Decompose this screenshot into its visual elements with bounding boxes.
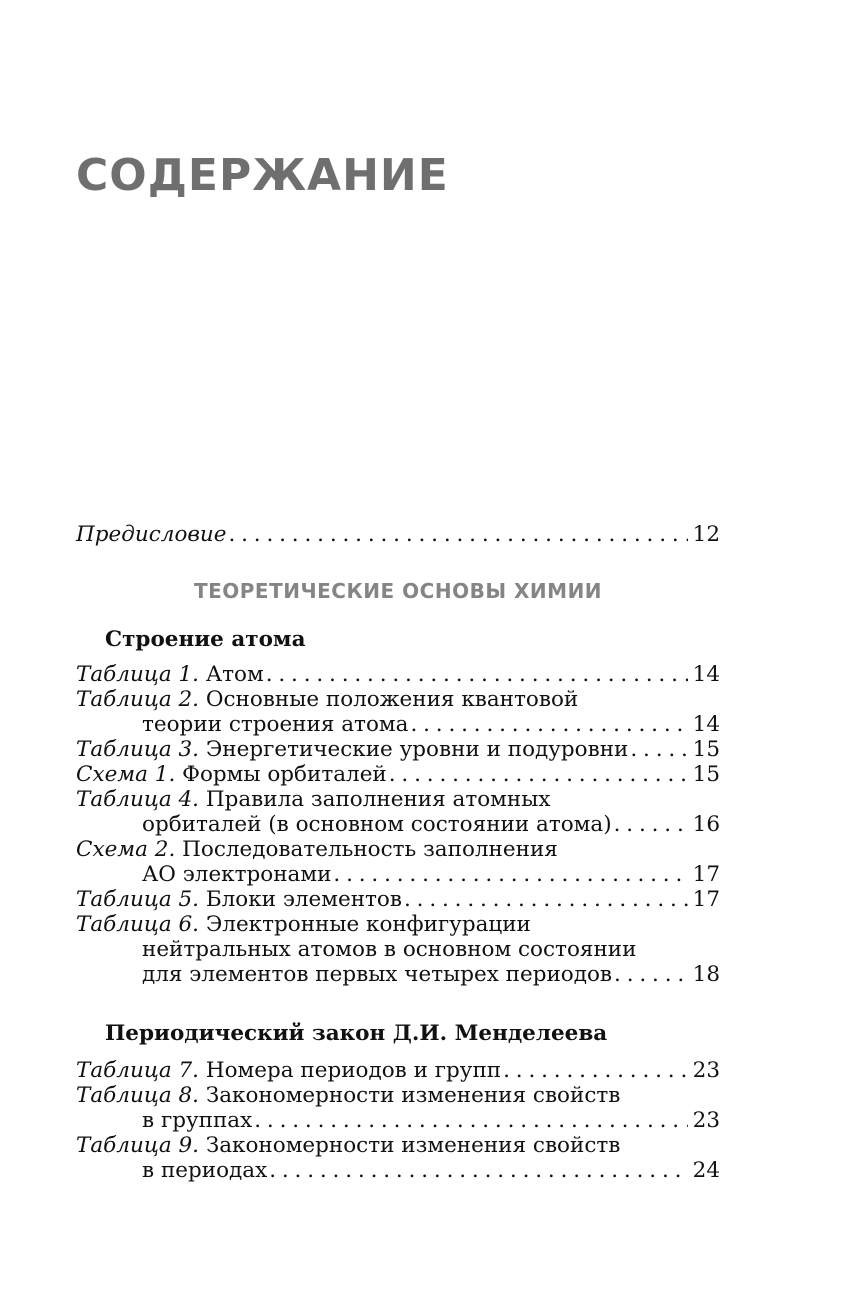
entry-kind: Таблица 2. <box>76 687 199 712</box>
toc-entry[interactable] <box>76 837 720 887</box>
entry-line <box>76 837 720 862</box>
entry-line <box>76 887 720 912</box>
toc-entry[interactable] <box>76 1133 720 1183</box>
part-heading: ТЕОРЕТИЧЕСКИЕ ОСНОВЫ ХИМИИ <box>193 579 603 603</box>
entry-title: Таблица 1. Атом <box>76 662 264 687</box>
entry-line <box>76 1083 720 1108</box>
entry-kind: Таблица 5. <box>76 887 199 912</box>
dot-leader <box>410 712 688 737</box>
toc-entry[interactable] <box>76 737 720 762</box>
dot-leader <box>389 762 688 787</box>
page-number: 18 <box>692 962 720 987</box>
entry-title: для элементов первых четырех периодов <box>142 962 613 987</box>
entry-kind: Таблица 9. <box>76 1133 199 1158</box>
section-heading: Периодический закон Д.И. Менделеева <box>105 1021 608 1046</box>
entry-line <box>76 1133 720 1158</box>
page-number: 15 <box>692 762 720 787</box>
entry-kind: Таблица 4. <box>76 787 199 812</box>
entry-line <box>76 962 720 987</box>
entry-kind: Схема 1. <box>76 762 176 787</box>
entry-kind: Схема 2. <box>76 837 176 862</box>
toc-entry[interactable] <box>76 887 720 912</box>
entry-title: Схема 2. Последовательность заполнения <box>76 837 558 862</box>
entry-title: Таблица 7. Номера периодов и групп <box>76 1058 502 1083</box>
entry-line <box>76 862 720 887</box>
toc-entry[interactable] <box>76 687 720 737</box>
toc-entry[interactable] <box>76 1058 720 1083</box>
dot-leader <box>503 1058 688 1083</box>
table-of-contents <box>76 522 720 1183</box>
entry-title: Таблица 3. Энергетические уровни и подуровни <box>76 737 629 762</box>
entry-line <box>76 1108 720 1133</box>
entry-title: Таблица 5. Блоки элементов <box>76 887 402 912</box>
page-number: 17 <box>692 862 720 887</box>
toc-entry-preface[interactable] <box>76 522 720 547</box>
entry-line <box>76 1058 720 1083</box>
toc-entry[interactable] <box>76 912 720 987</box>
entry-line <box>76 812 720 837</box>
dot-leader <box>614 812 688 837</box>
page-number: 23 <box>692 1108 720 1133</box>
preface-label: Предисловие <box>76 522 227 547</box>
entry-kind: Таблица 3. <box>76 737 199 762</box>
dot-leader <box>254 1108 688 1133</box>
entry-line <box>76 787 720 812</box>
entry-line <box>76 937 720 962</box>
page-number: 16 <box>692 812 720 837</box>
dot-leader <box>269 1158 688 1183</box>
entry-title: в периодах <box>142 1158 268 1183</box>
dot-leader <box>266 662 688 687</box>
dot-leader <box>630 737 688 762</box>
entry-title: нейтральных атомов в основном состоянии <box>142 937 637 962</box>
entry-line <box>76 737 720 762</box>
entry-kind: Таблица 7. <box>76 1058 199 1083</box>
entry-title: в группах <box>142 1108 253 1133</box>
dot-leader <box>614 962 688 987</box>
entry-title: Таблица 9. Закономерности изменения свойств <box>76 1133 621 1158</box>
entry-line <box>76 1158 720 1183</box>
toc-entry[interactable] <box>76 762 720 787</box>
page-number: 12 <box>692 522 720 547</box>
entry-title: Таблица 2. Основные положения квантовой <box>76 687 579 712</box>
toc-sections <box>76 627 720 1183</box>
entry-title: теории строения атома <box>142 712 409 737</box>
page-number: 17 <box>692 887 720 912</box>
entry-title: орбиталей (в основном состоянии атома) <box>142 812 612 837</box>
toc-entry[interactable] <box>76 787 720 837</box>
entry-title: Таблица 6. Электронные конфигурации <box>76 912 531 937</box>
entry-kind: Таблица 8. <box>76 1083 199 1108</box>
page-number: 24 <box>692 1158 720 1183</box>
page-title: СОДЕРЖАНИЕ <box>76 150 449 201</box>
entry-line <box>76 912 720 937</box>
page-number: 14 <box>692 712 720 737</box>
entry-kind: Таблица 6. <box>76 912 199 937</box>
section-heading: Строение атома <box>105 627 306 652</box>
dot-leader <box>228 522 688 547</box>
page-number: 23 <box>692 1058 720 1083</box>
entry-kind: Таблица 1. <box>76 662 199 687</box>
entry-title: АО электронами <box>142 862 332 887</box>
entry-line <box>76 762 720 787</box>
entry-line <box>76 712 720 737</box>
entry-title: Таблица 8. Закономерности изменения свойств <box>76 1083 621 1108</box>
dot-leader <box>404 887 688 912</box>
toc-entry[interactable] <box>76 1083 720 1133</box>
entry-title: Схема 1. Формы орбиталей <box>76 762 387 787</box>
page-number: 15 <box>692 737 720 762</box>
dot-leader <box>333 862 688 887</box>
page-number: 14 <box>692 662 720 687</box>
entry-line <box>76 687 720 712</box>
toc-entry[interactable] <box>76 662 720 687</box>
entry-title: Таблица 4. Правила заполнения атомных <box>76 787 551 812</box>
entry-line <box>76 662 720 687</box>
